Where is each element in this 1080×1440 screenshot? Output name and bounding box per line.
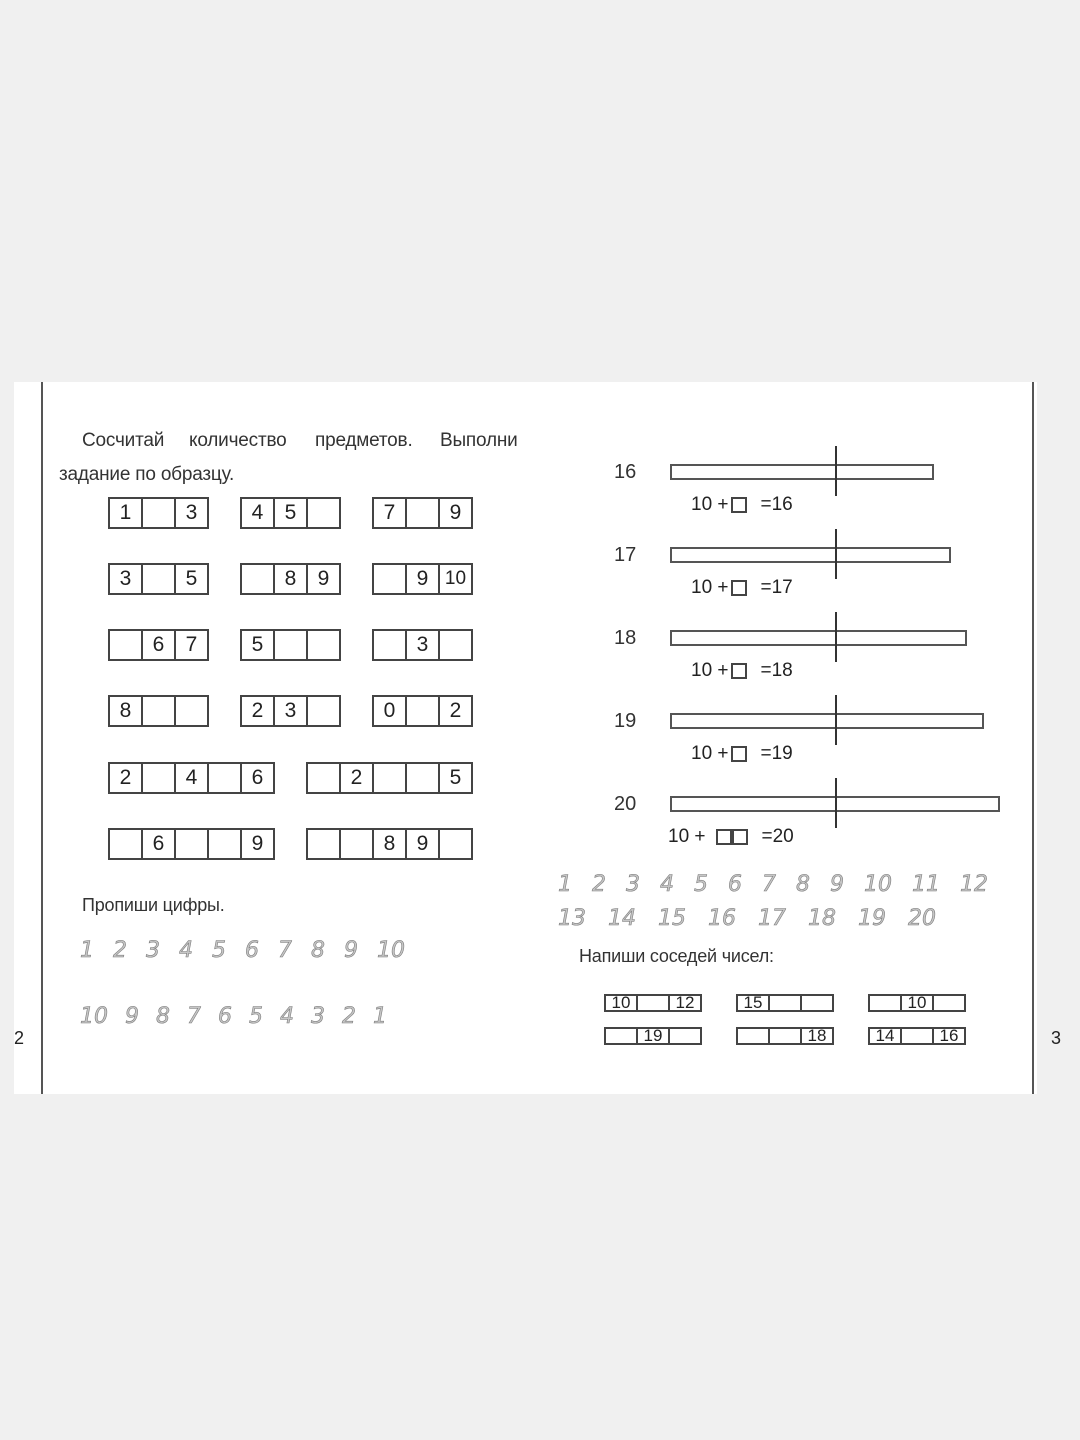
instruction-word: Сосчитай — [82, 430, 165, 451]
number-strip — [306, 828, 473, 860]
trace-digit: 4 — [280, 1004, 294, 1029]
number-strip — [240, 695, 341, 727]
answer-cell[interactable] — [174, 828, 209, 860]
answer-cell[interactable] — [141, 563, 176, 595]
number-cell: 3 — [405, 629, 440, 661]
answer-cell[interactable] — [108, 828, 143, 860]
trace-digit: 7 — [278, 938, 292, 963]
trace-digit: 20 — [908, 906, 936, 931]
instruction-line-1 — [14, 430, 534, 454]
number-bar — [670, 547, 951, 563]
trace-digit: 12 — [960, 872, 988, 897]
bar-equation — [691, 494, 793, 516]
neighbor-number-cell: 10 — [604, 994, 638, 1012]
trace-digit: 13 — [558, 906, 586, 931]
answer-cell[interactable] — [207, 762, 242, 794]
number-strip — [108, 629, 209, 661]
answer-cell[interactable] — [306, 762, 341, 794]
trace-numbers-row-2 — [558, 906, 958, 931]
number-bar — [670, 630, 967, 646]
left-page-edge — [41, 382, 43, 1094]
answer-cell[interactable] — [240, 563, 275, 595]
number-strip — [372, 629, 473, 661]
answer-cell[interactable] — [141, 695, 176, 727]
bar-number: 16 — [614, 461, 637, 483]
neighbor-number-cell: 16 — [932, 1027, 966, 1045]
neighbor-answer-cell[interactable] — [900, 1027, 934, 1045]
answer-box[interactable] — [731, 497, 747, 513]
equation-result: =16 — [760, 494, 793, 515]
answer-cell[interactable] — [339, 828, 374, 860]
trace-digit: 8 — [796, 872, 810, 897]
trace-digits-row-1 — [80, 938, 424, 963]
neighbor-number-cell: 10 — [900, 994, 934, 1012]
neighbor-answer-cell[interactable] — [768, 1027, 802, 1045]
trace-digit: 2 — [342, 1004, 356, 1029]
trace-digit: 19 — [858, 906, 886, 931]
number-cell: 8 — [108, 695, 143, 727]
answer-cell[interactable] — [141, 762, 176, 794]
number-cell: 0 — [372, 695, 407, 727]
number-strip — [108, 695, 209, 727]
trace-digit: 8 — [156, 1004, 170, 1029]
trace-digit: 16 — [708, 906, 736, 931]
answer-cell[interactable] — [207, 828, 242, 860]
number-cell: 9 — [405, 563, 440, 595]
number-strip — [108, 497, 209, 529]
number-strip — [108, 563, 209, 595]
number-strip — [306, 762, 473, 794]
answer-cell[interactable] — [108, 629, 143, 661]
neighbor-number-cell: 14 — [868, 1027, 902, 1045]
trace-digit: 5 — [212, 938, 226, 963]
neighbor-strip — [604, 994, 702, 1012]
number-strip — [240, 563, 341, 595]
number-cell: 2 — [438, 695, 473, 727]
answer-cell[interactable] — [405, 497, 440, 529]
number-bar — [670, 464, 934, 480]
equation-result: =17 — [760, 577, 793, 598]
number-strip — [108, 762, 275, 794]
number-strip — [240, 497, 341, 529]
number-cell: 2 — [108, 762, 143, 794]
ten-marker — [835, 612, 837, 662]
neighbor-number-cell: 19 — [636, 1027, 670, 1045]
equation-prefix: 10 + — [691, 494, 729, 515]
trace-digit: 2 — [113, 938, 127, 963]
number-cell: 3 — [174, 497, 209, 529]
number-cell: 6 — [240, 762, 275, 794]
trace-digit: 18 — [808, 906, 836, 931]
number-cell: 5 — [240, 629, 275, 661]
instruction-line-2: задание по образцу. — [59, 464, 235, 485]
trace-digit: 7 — [762, 872, 776, 897]
ten-marker — [835, 529, 837, 579]
answer-box[interactable] — [716, 829, 732, 845]
trace-digit: 10 — [80, 1004, 108, 1029]
answer-cell[interactable] — [372, 563, 407, 595]
trace-digit: 3 — [626, 872, 640, 897]
bar-equation — [668, 826, 794, 848]
neighbor-strip — [604, 1027, 702, 1045]
number-cell: 7 — [174, 629, 209, 661]
number-cell: 3 — [108, 563, 143, 595]
trace-digit: 3 — [311, 1004, 325, 1029]
page-number-left: 2 — [14, 1028, 25, 1048]
number-cell: 6 — [141, 629, 176, 661]
equation-result: =18 — [760, 660, 793, 681]
number-cell: 9 — [240, 828, 275, 860]
answer-cell[interactable] — [405, 762, 440, 794]
number-cell: 5 — [438, 762, 473, 794]
instruction-word: количество — [189, 430, 287, 451]
bar-number: 19 — [614, 710, 637, 732]
right-page-edge — [1032, 382, 1034, 1094]
trace-digit: 1 — [558, 872, 572, 897]
neighbor-answer-cell[interactable] — [800, 994, 834, 1012]
trace-digit: 6 — [728, 872, 742, 897]
bar-equation — [691, 660, 793, 682]
answer-box[interactable] — [731, 746, 747, 762]
answer-cell[interactable] — [372, 762, 407, 794]
trace-digit: 14 — [608, 906, 636, 931]
answer-cell[interactable] — [438, 629, 473, 661]
neighbor-strip — [736, 1027, 834, 1045]
neighbor-number-cell: 15 — [736, 994, 770, 1012]
trace-digit: 17 — [758, 906, 786, 931]
answer-box[interactable] — [731, 663, 747, 679]
ten-marker — [835, 778, 837, 828]
number-cell: 4 — [240, 497, 275, 529]
equation-prefix: 10 + — [691, 743, 729, 764]
equation-prefix: 10 + — [691, 577, 729, 598]
answer-cell[interactable] — [306, 695, 341, 727]
number-cell: 2 — [339, 762, 374, 794]
trace-digit: 3 — [146, 938, 160, 963]
number-cell: 8 — [273, 563, 308, 595]
trace-digit: 6 — [245, 938, 259, 963]
number-cell: 3 — [273, 695, 308, 727]
neighbors-heading: Напиши соседей чисел: — [579, 946, 774, 966]
number-cell: 10 — [438, 563, 473, 595]
answer-cell[interactable] — [306, 629, 341, 661]
trace-numbers-row-1 — [558, 872, 1008, 897]
workbook-spread — [14, 382, 1062, 1094]
neighbor-answer-cell[interactable] — [868, 994, 902, 1012]
neighbor-answer-cell[interactable] — [604, 1027, 638, 1045]
number-cell: 9 — [438, 497, 473, 529]
neighbor-strip — [868, 1027, 966, 1045]
bar-number: 17 — [614, 544, 637, 566]
answer-cell[interactable] — [273, 629, 308, 661]
number-cell: 5 — [174, 563, 209, 595]
trace-digit: 6 — [218, 1004, 232, 1029]
trace-digit: 7 — [187, 1004, 201, 1029]
trace-digit: 10 — [377, 938, 405, 963]
number-strip — [108, 828, 275, 860]
trace-digit: 5 — [249, 1004, 263, 1029]
equation-prefix: 10 + — [691, 660, 729, 681]
neighbor-answer-cell[interactable] — [668, 1027, 702, 1045]
number-cell: 5 — [273, 497, 308, 529]
bar-number: 18 — [614, 627, 637, 649]
ten-marker — [835, 695, 837, 745]
trace-digit: 4 — [660, 872, 674, 897]
answer-cell[interactable] — [438, 828, 473, 860]
trace-digit: 15 — [658, 906, 686, 931]
number-cell: 7 — [372, 497, 407, 529]
answer-cell[interactable] — [141, 497, 176, 529]
trace-digit: 9 — [344, 938, 358, 963]
equation-result: =19 — [760, 743, 793, 764]
neighbor-number-cell: 18 — [800, 1027, 834, 1045]
answer-box[interactable] — [731, 580, 747, 596]
number-cell: 6 — [141, 828, 176, 860]
trace-digit: 8 — [311, 938, 325, 963]
instruction-word: Выполни — [440, 430, 518, 451]
answer-cell[interactable] — [306, 497, 341, 529]
neighbor-strip — [868, 994, 966, 1012]
number-cell: 4 — [174, 762, 209, 794]
answer-box[interactable] — [732, 829, 748, 845]
answer-cell[interactable] — [372, 629, 407, 661]
trace-digit: 5 — [694, 872, 708, 897]
trace-digit: 1 — [80, 938, 94, 963]
number-cell: 8 — [372, 828, 407, 860]
bar-equation — [691, 743, 793, 765]
neighbor-answer-cell[interactable] — [636, 994, 670, 1012]
number-bar — [670, 713, 984, 729]
number-cell: 9 — [405, 828, 440, 860]
answer-cell[interactable] — [405, 695, 440, 727]
number-strip — [372, 497, 473, 529]
trace-digit: 4 — [179, 938, 193, 963]
bar-equation — [691, 577, 793, 599]
trace-digit: 2 — [592, 872, 606, 897]
trace-digit: 1 — [373, 1004, 387, 1029]
trace-digit: 11 — [912, 872, 940, 897]
neighbor-strip — [736, 994, 834, 1012]
number-strip — [372, 563, 473, 595]
trace-digit: 9 — [830, 872, 844, 897]
number-cell: 1 — [108, 497, 143, 529]
equation-prefix: 10 + — [668, 826, 706, 847]
copy-digits-heading: Пропиши цифры. — [82, 895, 225, 915]
answer-cell[interactable] — [174, 695, 209, 727]
answer-cell[interactable] — [306, 828, 341, 860]
number-strip — [240, 629, 341, 661]
neighbor-number-cell: 12 — [668, 994, 702, 1012]
neighbor-answer-cell[interactable] — [932, 994, 966, 1012]
page-number-right: 3 — [1051, 1028, 1062, 1048]
equation-result: =20 — [761, 826, 794, 847]
neighbor-answer-cell[interactable] — [768, 994, 802, 1012]
number-cell: 9 — [306, 563, 341, 595]
neighbor-answer-cell[interactable] — [736, 1027, 770, 1045]
number-cell: 2 — [240, 695, 275, 727]
trace-digits-row-2 — [80, 1004, 404, 1029]
trace-digit: 10 — [864, 872, 892, 897]
number-strip — [372, 695, 473, 727]
trace-digit: 9 — [125, 1004, 139, 1029]
ten-marker — [835, 446, 837, 496]
bar-number: 20 — [614, 793, 637, 815]
instruction-word: предметов. — [315, 430, 413, 451]
